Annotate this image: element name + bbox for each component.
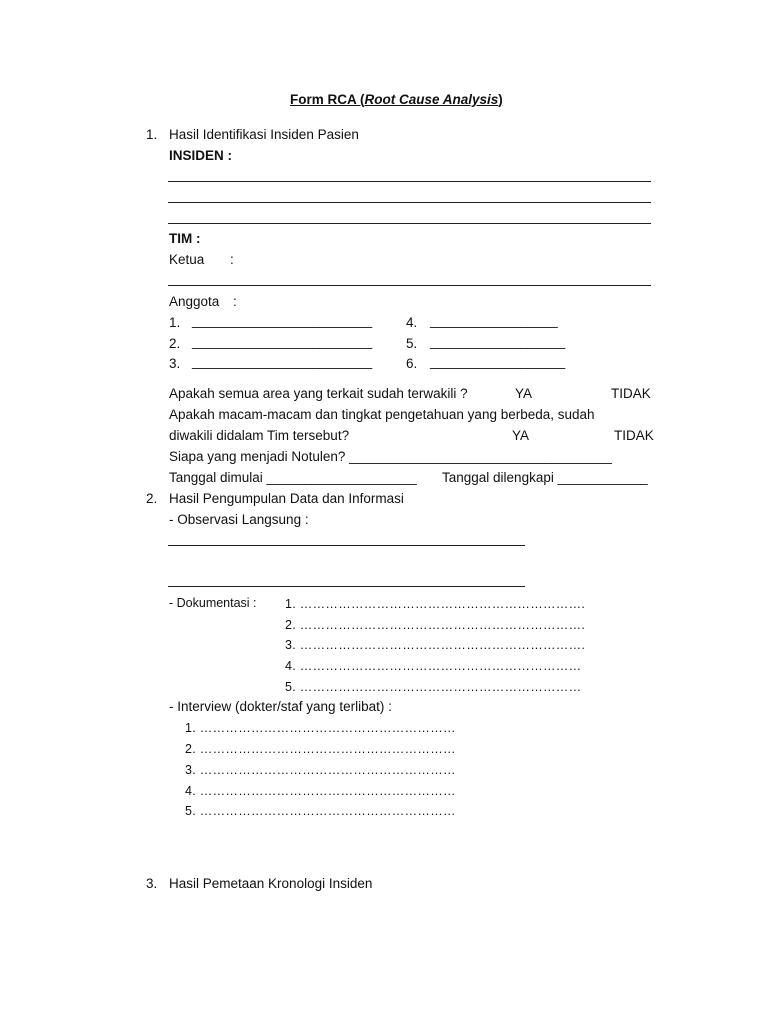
insiden-line-2[interactable]: [168, 202, 651, 203]
tanggal-dilengkapi-field[interactable]: Tanggal dilengkapi ____________: [442, 470, 648, 485]
interview-item[interactable]: 3. ……………………………………………………: [185, 763, 456, 777]
question-pengetahuan-line2: diwakili didalam Tim tersebut?: [169, 428, 350, 443]
interview-label: - Interview (dokter/staf yang terlibat) :: [169, 699, 392, 714]
member-blank[interactable]: __________________: [430, 354, 566, 369]
member-blank[interactable]: ________________________: [192, 334, 373, 349]
interview-item[interactable]: 4. ……………………………………………………: [185, 784, 456, 798]
option-ya[interactable]: YA: [515, 386, 533, 401]
dokumentasi-item[interactable]: 4. …………………………………………………………: [285, 659, 582, 673]
member-blank[interactable]: _________________: [430, 313, 558, 328]
member-number: 2.: [169, 336, 181, 351]
question-area-terwakili: Apakah semua area yang terkait sudah terwakili ?: [169, 386, 468, 401]
dokumentasi-item[interactable]: 5. …………………………………………………………: [285, 680, 582, 694]
tim-label: TIM :: [169, 231, 201, 246]
section3-number: 3.: [146, 876, 158, 891]
member-number: 4.: [406, 315, 418, 330]
observasi-line-1[interactable]: [168, 545, 525, 546]
insiden-line-3[interactable]: [168, 223, 651, 224]
member-blank[interactable]: ________________________: [192, 313, 373, 328]
tanggal-dimulai-field[interactable]: Tanggal dimulai ____________________: [169, 470, 417, 485]
member-blank[interactable]: ________________________: [192, 354, 373, 369]
member-number: 1.: [169, 315, 181, 330]
member-number: 3.: [169, 356, 181, 371]
ketua-colon: :: [230, 252, 234, 267]
option-tidak[interactable]: TIDAK: [611, 386, 651, 401]
anggota-label: Anggota: [169, 294, 220, 309]
option-tidak[interactable]: TIDAK: [614, 428, 654, 443]
dokumentasi-item[interactable]: 2. ………………………………………………………….: [285, 618, 586, 632]
member-number: 6.: [406, 356, 418, 371]
section1-heading: Hasil Identifikasi Insiden Pasien: [169, 127, 359, 142]
section2-number: 2.: [146, 491, 158, 506]
dokumentasi-item[interactable]: 3. ………………………………………………………….: [285, 638, 586, 652]
dokumentasi-label: - Dokumentasi :: [169, 596, 257, 610]
interview-item[interactable]: 1. ……………………………………………………: [185, 721, 456, 735]
notulen-field[interactable]: Siapa yang menjadi Notulen? ___________________________________: [169, 449, 612, 464]
ketua-label: Ketua: [169, 252, 205, 267]
anggota-colon: :: [233, 294, 237, 309]
option-ya[interactable]: YA: [512, 428, 530, 443]
section1-number: 1.: [146, 127, 158, 142]
ketua-line[interactable]: [168, 285, 651, 286]
insiden-label: INSIDEN :: [169, 148, 233, 163]
insiden-line-1[interactable]: [168, 181, 651, 182]
observasi-label: - Observasi Langsung :: [169, 512, 309, 527]
member-blank[interactable]: __________________: [430, 334, 566, 349]
observasi-line-2[interactable]: [168, 586, 525, 587]
section3-heading: Hasil Pemetaan Kronologi Insiden: [169, 876, 373, 891]
interview-item[interactable]: 2. ……………………………………………………: [185, 742, 456, 756]
dokumentasi-item[interactable]: 1. ………………………………………………………….: [285, 597, 586, 611]
section2-heading: Hasil Pengumpulan Data dan Informasi: [169, 491, 404, 506]
member-number: 5.: [406, 336, 418, 351]
question-pengetahuan-line1: Apakah macam-macam dan tingkat pengetahuan yang berbeda, sudah: [169, 407, 595, 422]
form-title: Form RCA (Root Cause Analysis): [290, 92, 503, 107]
interview-item[interactable]: 5. ……………………………………………………: [185, 804, 456, 818]
